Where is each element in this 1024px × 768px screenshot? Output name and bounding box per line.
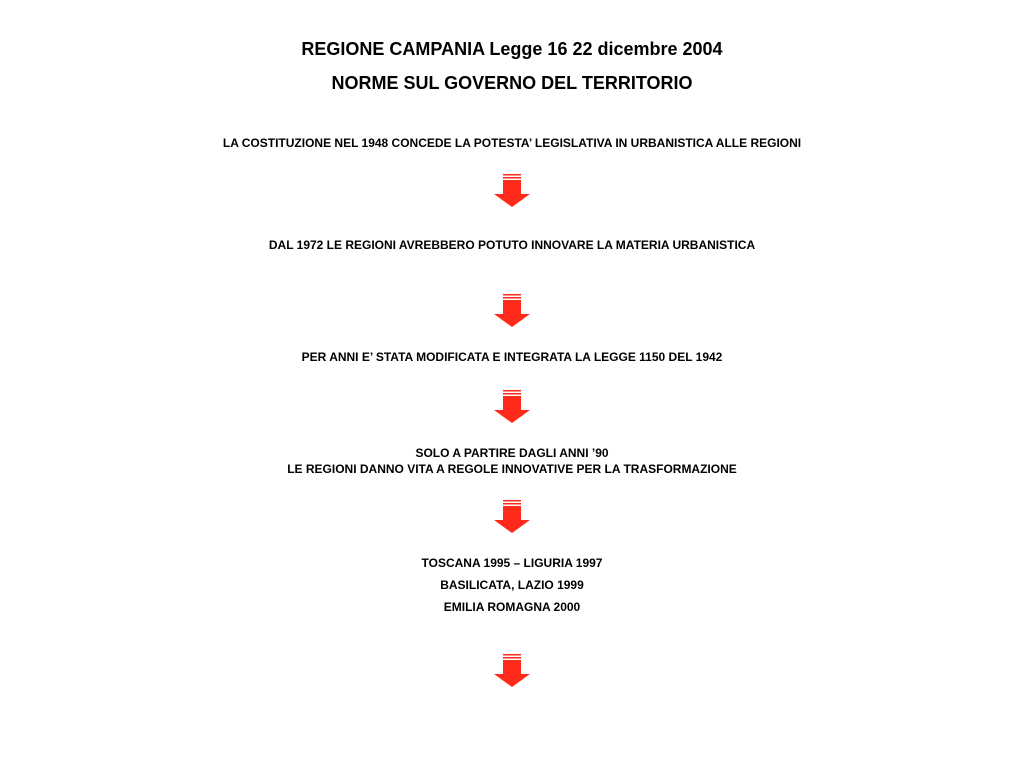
step-legge-1150: PER ANNI E’ STATA MODIFICATA E INTEGRATA LA LEGGE 1150 DEL 1942 (301, 350, 723, 364)
down-arrow-icon (494, 294, 530, 328)
step-toscana-liguria: TOSCANA 1995 – LIGURIA 1997 (421, 556, 603, 570)
down-arrow-icon (494, 654, 530, 688)
step-costituzione: LA COSTITUZIONE NEL 1948 CONCEDE LA POTESTA’ LEGISLATIVA IN URBANISTICA ALLE REGIONI (222, 136, 802, 150)
down-arrow-icon (494, 390, 530, 424)
step-1972: DAL 1972 LE REGIONI AVREBBERO POTUTO INNOVARE LA MATERIA URBANISTICA (268, 238, 756, 252)
step-anni-90: SOLO A PARTIRE DAGLI ANNI ’90 (415, 446, 609, 460)
step-basilicata-lazio: BASILICATA, LAZIO 1999 (440, 578, 584, 592)
down-arrow-icon (494, 500, 530, 534)
title-line-2: NORME SUL GOVERNO DEL TERRITORIO (331, 73, 693, 93)
step-regole-innovative: LE REGIONI DANNO VITA A REGOLE INNOVATIVE PER LA TRASFORMAZIONE (287, 462, 737, 476)
step-emilia-romagna: EMILIA ROMAGNA 2000 (443, 600, 581, 614)
title-line-1: REGIONE CAMPANIA Legge 16 22 dicembre 2004 (301, 39, 723, 59)
down-arrow-icon (494, 174, 530, 208)
